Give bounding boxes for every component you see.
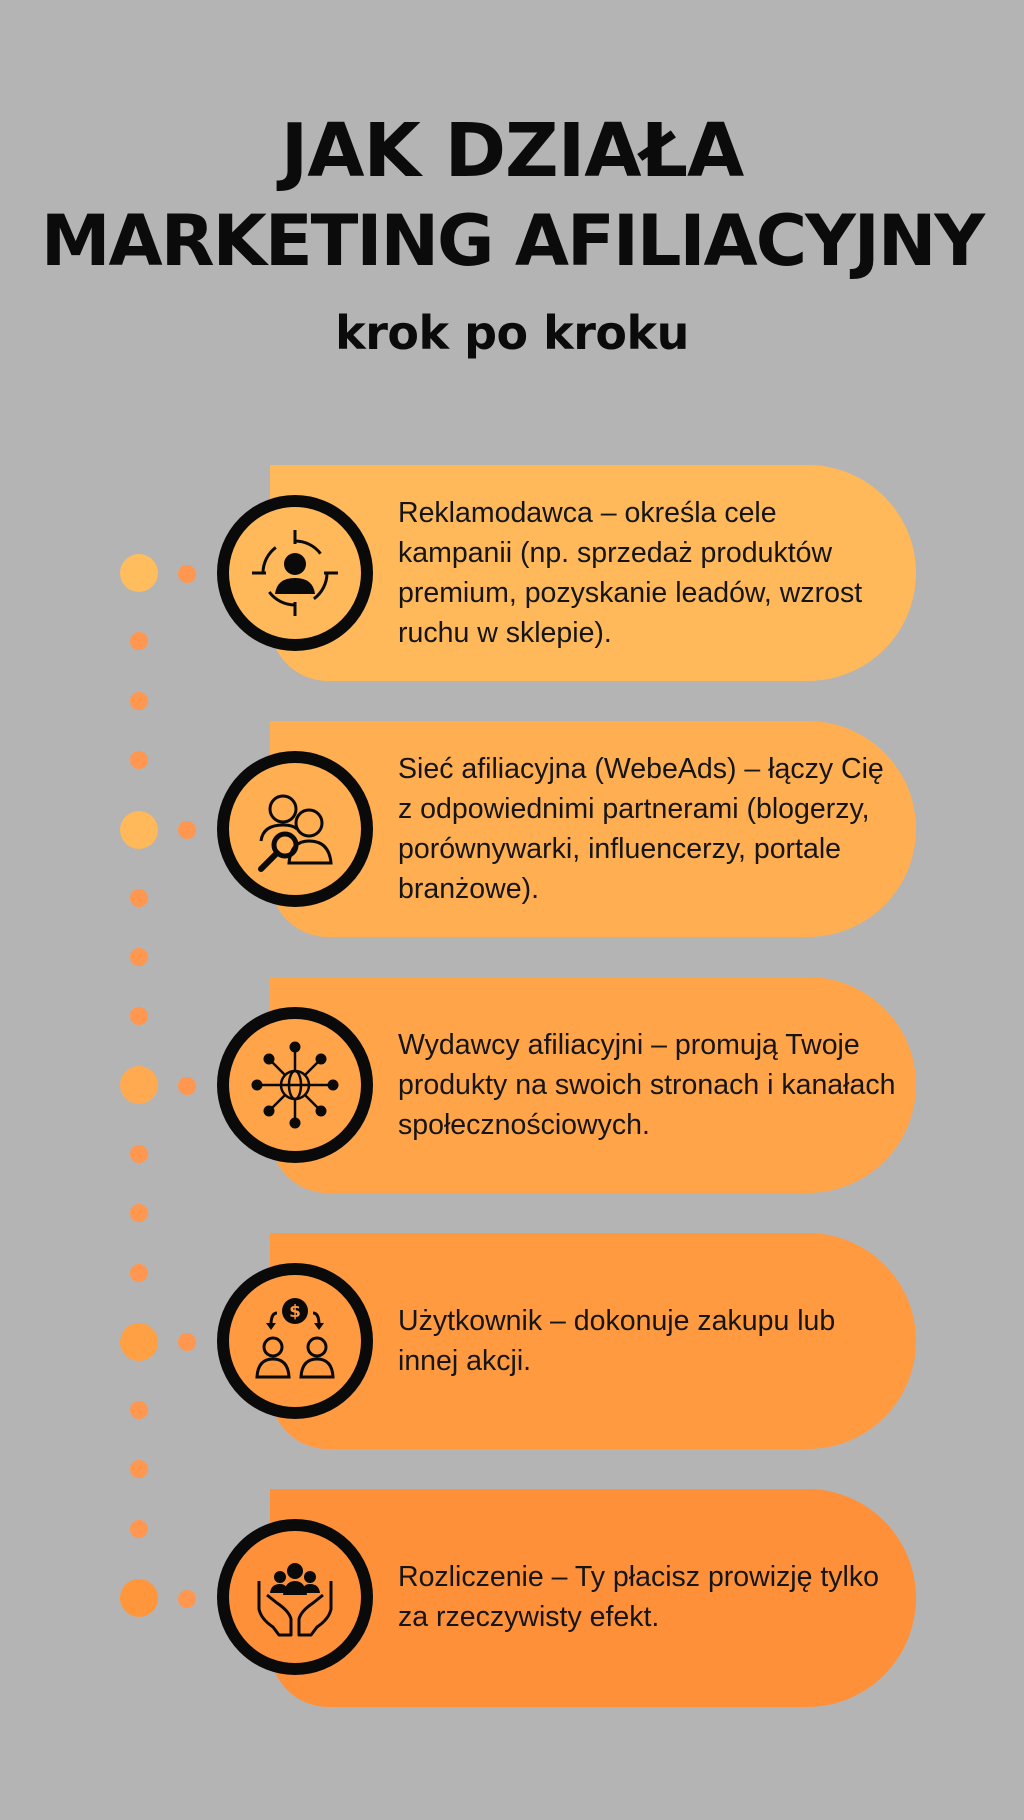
timeline-node-3 (120, 1066, 158, 1104)
user-search-icon (249, 783, 341, 875)
step-text-4 (398, 1263, 898, 1419)
timeline-dot (130, 889, 148, 907)
step-2-description: Sieć afiliacyjna (WebeAds) – łączy Cię z odpowiednimi partnerami (blogerzy, porównywarki, influencerzy, portale branżowe). (398, 753, 884, 905)
step-text-5 (398, 1519, 898, 1675)
target-user-icon (250, 528, 340, 618)
title-line-1: JAK DZIAŁA (280, 108, 744, 194)
timeline-connector-dot (178, 1590, 196, 1608)
timeline-dot (130, 1460, 148, 1478)
step-4-description: Użytkownik – dokonuje zakupu lub innej akcji. (398, 1305, 836, 1377)
timeline-node-2 (120, 811, 158, 849)
hands-team-icon (249, 1551, 341, 1643)
step-1-description: Reklamodawca – określa cele kampanii (np. sprzedaż produktów premium, pozyskanie leadów, wzrost ruchu w sklepie). (398, 497, 863, 649)
subtitle: krok po kroku (335, 306, 689, 360)
timeline-dot (130, 1264, 148, 1282)
timeline-dot (130, 948, 148, 966)
timeline-node-5 (120, 1579, 158, 1617)
timeline-connector-dot (178, 821, 196, 839)
global-network-icon (249, 1039, 341, 1131)
timeline-dot (130, 1007, 148, 1025)
timeline-dot (130, 751, 148, 769)
step-3-description: Wydawcy afiliacyjni – promują Twoje produkty na swoich stronach i kanałach społecznościowych. (398, 1029, 896, 1141)
step-text-2 (398, 721, 898, 937)
step-text-3 (398, 1007, 898, 1163)
svg-text:$: $ (289, 1302, 301, 1322)
payment-users-icon (249, 1295, 341, 1387)
timeline-dot (130, 1204, 148, 1222)
step-icon-ring-3 (217, 1007, 373, 1163)
timeline-dot (130, 692, 148, 710)
step-icon-ring-5 (217, 1519, 373, 1675)
timeline-dot (130, 1401, 148, 1419)
step-text-1 (398, 495, 898, 651)
step-icon-ring-4 (217, 1263, 373, 1419)
timeline-dot (130, 1145, 148, 1163)
timeline-node-1 (120, 554, 158, 592)
timeline-dot (130, 632, 148, 650)
timeline-dot (130, 1520, 148, 1538)
timeline-node-4 (120, 1323, 158, 1361)
title-line-2: MARKETING AFILIACYJNY (40, 200, 984, 282)
step-icon-ring-2 (217, 751, 373, 907)
timeline-connector-dot (178, 1333, 196, 1351)
timeline-connector-dot (178, 1077, 196, 1095)
timeline-connector-dot (178, 565, 196, 583)
step-icon-ring-1 (217, 495, 373, 651)
step-5-description: Rozliczenie – Ty płacisz prowizję tylko za rzeczywisty efekt. (398, 1561, 879, 1633)
